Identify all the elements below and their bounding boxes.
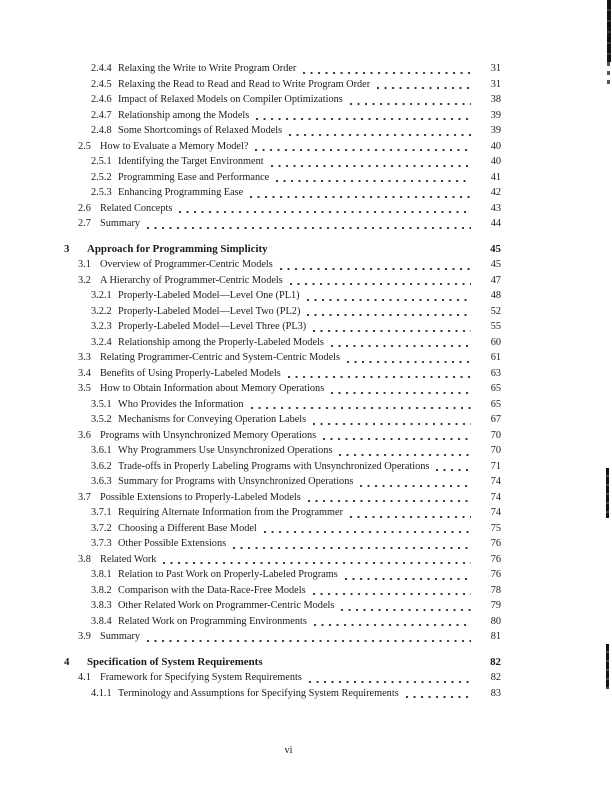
- dot-leader: [337, 598, 473, 614]
- toc-entry-3.6.3: [64, 474, 501, 490]
- scan-artifact-middle: [606, 468, 609, 518]
- entry-number: 3.6.2: [91, 460, 112, 472]
- entry-number: 3.7.1: [91, 507, 112, 518]
- entry-number: 4.1.1: [91, 687, 112, 699]
- entry-number: 3.7: [78, 491, 91, 503]
- entry-page-number: 39: [490, 125, 501, 136]
- toc-entry-2.5.1: [64, 154, 501, 170]
- dot-leader: [319, 428, 473, 444]
- entry-page-number: 61: [490, 352, 501, 363]
- toc-entry-4.1.1: [64, 686, 501, 702]
- entry-page-number: 43: [490, 202, 501, 214]
- entry-title: Terminology and Assumptions for Specifying System Requirements: [118, 687, 399, 699]
- entry-number: 3.6: [78, 429, 91, 441]
- entry-page-number: 75: [490, 522, 501, 534]
- entry-title: How to Evaluate a Memory Model?: [100, 140, 249, 152]
- dot-leader: [335, 443, 473, 459]
- dot-leader: [143, 216, 473, 232]
- dot-leader: [284, 366, 473, 382]
- entry-title: Properly-Labeled Model—Level Three (PL3): [118, 321, 307, 332]
- toc-entry-3.7.3: [64, 536, 501, 552]
- entry-number: 2.7: [78, 218, 91, 229]
- dot-leader: [346, 92, 473, 108]
- toc-entry-2.4.6: [64, 92, 501, 108]
- dot-leader: [327, 381, 473, 397]
- toc-entry-3.7.1: [64, 505, 501, 521]
- dot-leader: [305, 670, 473, 686]
- entry-title: Summary for Programs with Unsynchronized Operations: [118, 476, 354, 487]
- entry-page-number: 38: [490, 94, 501, 105]
- toc-entry-3.2.2: [64, 304, 501, 320]
- entry-number: 3.3: [78, 352, 91, 363]
- entry-number: 3.5.1: [91, 398, 112, 410]
- toc-entry-3.8.2: [64, 583, 501, 599]
- dot-leader: [303, 304, 473, 320]
- entry-title: Choosing a Different Base Model: [118, 522, 257, 534]
- dot-leader: [175, 201, 473, 217]
- entry-page-number: 42: [490, 187, 501, 198]
- entry-page-number: 52: [490, 305, 501, 317]
- toc-entry-3.4: [64, 366, 501, 382]
- entry-title: Comparison with the Data-Race-Free Models: [118, 584, 306, 596]
- entry-title: Other Related Work on Programmer-Centric Models: [118, 600, 335, 611]
- dot-leader: [285, 123, 473, 139]
- dot-leader: [346, 505, 473, 521]
- entry-title: Enhancing Programming Ease: [118, 187, 244, 198]
- entry-number: 3.6.1: [91, 445, 112, 456]
- entry-title: Some Shortcomings of Relaxed Models: [118, 125, 283, 136]
- dot-leader: [247, 397, 473, 413]
- toc-entry-3.8.4: [64, 614, 501, 630]
- dot-leader: [310, 614, 473, 630]
- dot-leader: [303, 288, 473, 304]
- toc-entry-3: [64, 242, 501, 258]
- toc-entry-3.7.2: [64, 521, 501, 537]
- entry-page-number: 47: [490, 274, 501, 286]
- entry-title: Related Work: [100, 553, 157, 565]
- entry-number: 2.6: [78, 202, 91, 214]
- dot-leader: [432, 459, 473, 475]
- entry-number: 2.5.2: [91, 171, 112, 183]
- entry-page-number: 40: [490, 156, 501, 167]
- entry-title: Why Programmers Use Unsynchronized Operations: [118, 445, 333, 456]
- entry-page-number: 79: [490, 600, 501, 611]
- entry-page-number: 80: [490, 615, 501, 627]
- entry-number: 2.5.1: [91, 156, 112, 167]
- toc-entry-2.5.2: [64, 170, 501, 186]
- entry-number: 3.1: [78, 259, 91, 270]
- entry-title: Related Work on Programming Environments: [118, 615, 307, 627]
- dot-leader: [143, 629, 473, 645]
- entry-title: Possible Extensions to Properly-Labeled Models: [100, 491, 301, 503]
- entry-page-number: 83: [490, 687, 501, 699]
- entry-number: 2.4.6: [91, 94, 112, 105]
- entry-number: 3.4: [78, 367, 91, 379]
- entry-page-number: 82: [490, 655, 501, 668]
- toc-entry-3.2.1: [64, 288, 501, 304]
- entry-title: Summary: [100, 631, 141, 642]
- toc-entry-3.1: [64, 257, 501, 273]
- toc-entry-4: [64, 655, 501, 671]
- dot-leader: [343, 350, 473, 366]
- dot-leader: [286, 273, 473, 289]
- entry-page-number: 31: [490, 78, 501, 90]
- toc-entry-3.3: [64, 350, 501, 366]
- entry-page-number: 70: [490, 429, 501, 441]
- dot-leader: [309, 583, 473, 599]
- entry-page-number: 40: [490, 140, 501, 152]
- toc-entry-2.7: [64, 216, 501, 232]
- toc-entry-3.6: [64, 428, 501, 444]
- entry-page-number: 70: [490, 445, 501, 456]
- entry-page-number: 71: [490, 460, 501, 472]
- entry-page-number: 60: [490, 336, 501, 348]
- toc-entry-3.2.4: [64, 335, 501, 351]
- toc-entry-4.1: [64, 670, 501, 686]
- toc-entry-3.5.2: [64, 412, 501, 428]
- entry-number: 3.5: [78, 383, 91, 394]
- entry-number: 3.5.2: [91, 414, 112, 425]
- dot-leader: [251, 139, 473, 155]
- entry-number: 3.9: [78, 631, 91, 642]
- dot-leader: [229, 536, 473, 552]
- entry-number: 3.8.3: [91, 600, 112, 611]
- entry-number: 2.5: [78, 140, 91, 152]
- toc-entry-2.6: [64, 201, 501, 217]
- page-number-footer: vi: [284, 745, 293, 756]
- entry-number: 2.4.7: [91, 109, 112, 121]
- entry-number: 3.2.3: [91, 321, 112, 332]
- table-of-contents: [64, 61, 501, 701]
- dot-leader: [276, 257, 473, 273]
- entry-title: Requiring Alternate Information from the Programmer: [118, 507, 344, 518]
- entry-number: 2.4.8: [91, 125, 112, 136]
- entry-page-number: 78: [490, 584, 501, 596]
- entry-page-number: 31: [490, 63, 501, 74]
- toc-entry-3.9: [64, 629, 501, 645]
- entry-page-number: 76: [490, 538, 501, 549]
- dot-leader: [299, 61, 473, 77]
- toc-entry-2.4.4: [64, 61, 501, 77]
- entry-title: Approach for Programming Simplicity: [87, 242, 268, 255]
- entry-title: Summary: [100, 218, 141, 229]
- entry-page-number: 39: [490, 109, 501, 121]
- entry-title: Related Concepts: [100, 202, 173, 214]
- dot-leader: [271, 242, 473, 258]
- dot-leader: [266, 655, 473, 671]
- dot-leader: [309, 319, 473, 335]
- entry-page-number: 44: [490, 218, 501, 229]
- entry-title: Relating Programmer-Centric and System-Centric Models: [100, 352, 341, 363]
- dot-leader: [304, 490, 473, 506]
- entry-title: Who Provides the Information: [118, 398, 244, 410]
- entry-number: 3.8.4: [91, 615, 112, 627]
- entry-number: 3.7.3: [91, 538, 112, 549]
- toc-entry-3.6.1: [64, 443, 501, 459]
- entry-number: 3.2.2: [91, 305, 112, 317]
- dot-leader: [327, 335, 473, 351]
- entry-title: Framework for Specifying System Requirements: [100, 672, 302, 683]
- dot-leader: [309, 412, 473, 428]
- entry-title: Properly-Labeled Model—Level One (PL1): [118, 290, 300, 301]
- entry-number: 3.7.2: [91, 522, 112, 534]
- entry-title: Impact of Relaxed Models on Compiler Optimizations: [118, 94, 343, 105]
- entry-number: 3.8.2: [91, 584, 112, 596]
- entry-title: Relationship among the Properly-Labeled Models: [118, 336, 324, 348]
- toc-entry-2.4.8: [64, 123, 501, 139]
- entry-number: 3.2.4: [91, 336, 112, 348]
- toc-entry-3.8.1: [64, 567, 501, 583]
- entry-page-number: 48: [490, 290, 501, 301]
- entry-number: 2.4.4: [91, 63, 112, 74]
- toc-entry-2.4.5: [64, 77, 501, 93]
- entry-number: 4: [64, 655, 70, 668]
- toc-entry-3.5.1: [64, 397, 501, 413]
- entry-title: Trade-offs in Properly Labeling Programs with Unsynchronized Operations: [118, 460, 430, 472]
- entry-page-number: 76: [490, 553, 501, 565]
- entry-title: Other Possible Extensions: [118, 538, 227, 549]
- dot-leader: [272, 170, 473, 186]
- entry-title: Identifying the Target Environment: [118, 156, 264, 167]
- entry-page-number: 81: [490, 631, 501, 642]
- entry-page-number: 82: [490, 672, 501, 683]
- entry-page-number: 41: [490, 171, 501, 183]
- entry-title: Programs with Unsynchronized Memory Operations: [100, 429, 317, 441]
- entry-page-number: 76: [490, 569, 501, 580]
- toc-entry-3.8: [64, 552, 501, 568]
- toc-entry-3.8.3: [64, 598, 501, 614]
- toc-entry-3.5: [64, 381, 501, 397]
- entry-title: Programming Ease and Performance: [118, 171, 270, 183]
- dot-leader: [260, 521, 473, 537]
- scan-artifact-top-tail: [607, 62, 610, 86]
- dot-leader: [356, 474, 473, 490]
- toc-entry-2.5.3: [64, 185, 501, 201]
- entry-title: Relation to Past Work on Properly-Labeled Programs: [118, 569, 338, 580]
- dot-leader: [159, 552, 473, 568]
- toc-entry-2.4.7: [64, 108, 501, 124]
- entry-number: 2.5.3: [91, 187, 112, 198]
- entry-page-number: 63: [490, 367, 501, 379]
- scan-artifact-lower: [606, 644, 609, 689]
- entry-page-number: 74: [490, 507, 501, 518]
- entry-number: 3.6.3: [91, 476, 112, 487]
- entry-title: How to Obtain Information about Memory Operations: [100, 383, 325, 394]
- entry-number: 4.1: [78, 672, 91, 683]
- toc-entry-3.2: [64, 273, 501, 289]
- scan-artifact-top: [607, 0, 611, 62]
- entry-page-number: 74: [490, 476, 501, 487]
- entry-number: 3.8: [78, 553, 91, 565]
- entry-title: Specification of System Requirements: [87, 655, 263, 668]
- entry-title: Relaxing the Write to Write Program Order: [118, 63, 297, 74]
- entry-number: 3.2.1: [91, 290, 112, 301]
- dot-leader: [267, 154, 473, 170]
- entry-page-number: 65: [490, 383, 501, 394]
- entry-title: Relaxing the Read to Read and Read to Write Program Order: [118, 78, 371, 90]
- entry-number: 3.8.1: [91, 569, 112, 580]
- toc-entry-3.2.3: [64, 319, 501, 335]
- entry-title: A Hierarchy of Programmer-Centric Models: [100, 274, 283, 286]
- entry-title: Benefits of Using Properly-Labeled Models: [100, 367, 281, 379]
- entry-title: Properly-Labeled Model—Level Two (PL2): [118, 305, 301, 317]
- dot-leader: [373, 77, 473, 93]
- dot-leader: [252, 108, 473, 124]
- entry-page-number: 55: [490, 321, 501, 332]
- entry-page-number: 74: [490, 491, 501, 503]
- dot-leader: [246, 185, 473, 201]
- entry-page-number: 67: [490, 414, 501, 425]
- dot-leader: [402, 686, 473, 702]
- entry-number: 2.4.5: [91, 78, 112, 90]
- toc-entry-2.5: [64, 139, 501, 155]
- entry-title: Relationship among the Models: [118, 109, 250, 121]
- entry-title: Overview of Programmer-Centric Models: [100, 259, 273, 270]
- dot-leader: [341, 567, 473, 583]
- entry-number: 3.2: [78, 274, 91, 286]
- entry-page-number: 45: [490, 242, 501, 255]
- toc-entry-3.6.2: [64, 459, 501, 475]
- entry-page-number: 65: [490, 398, 501, 410]
- entry-title: Mechanisms for Conveying Operation Labels: [118, 414, 307, 425]
- entry-number: 3: [64, 242, 70, 255]
- toc-entry-3.7: [64, 490, 501, 506]
- entry-page-number: 45: [490, 259, 501, 270]
